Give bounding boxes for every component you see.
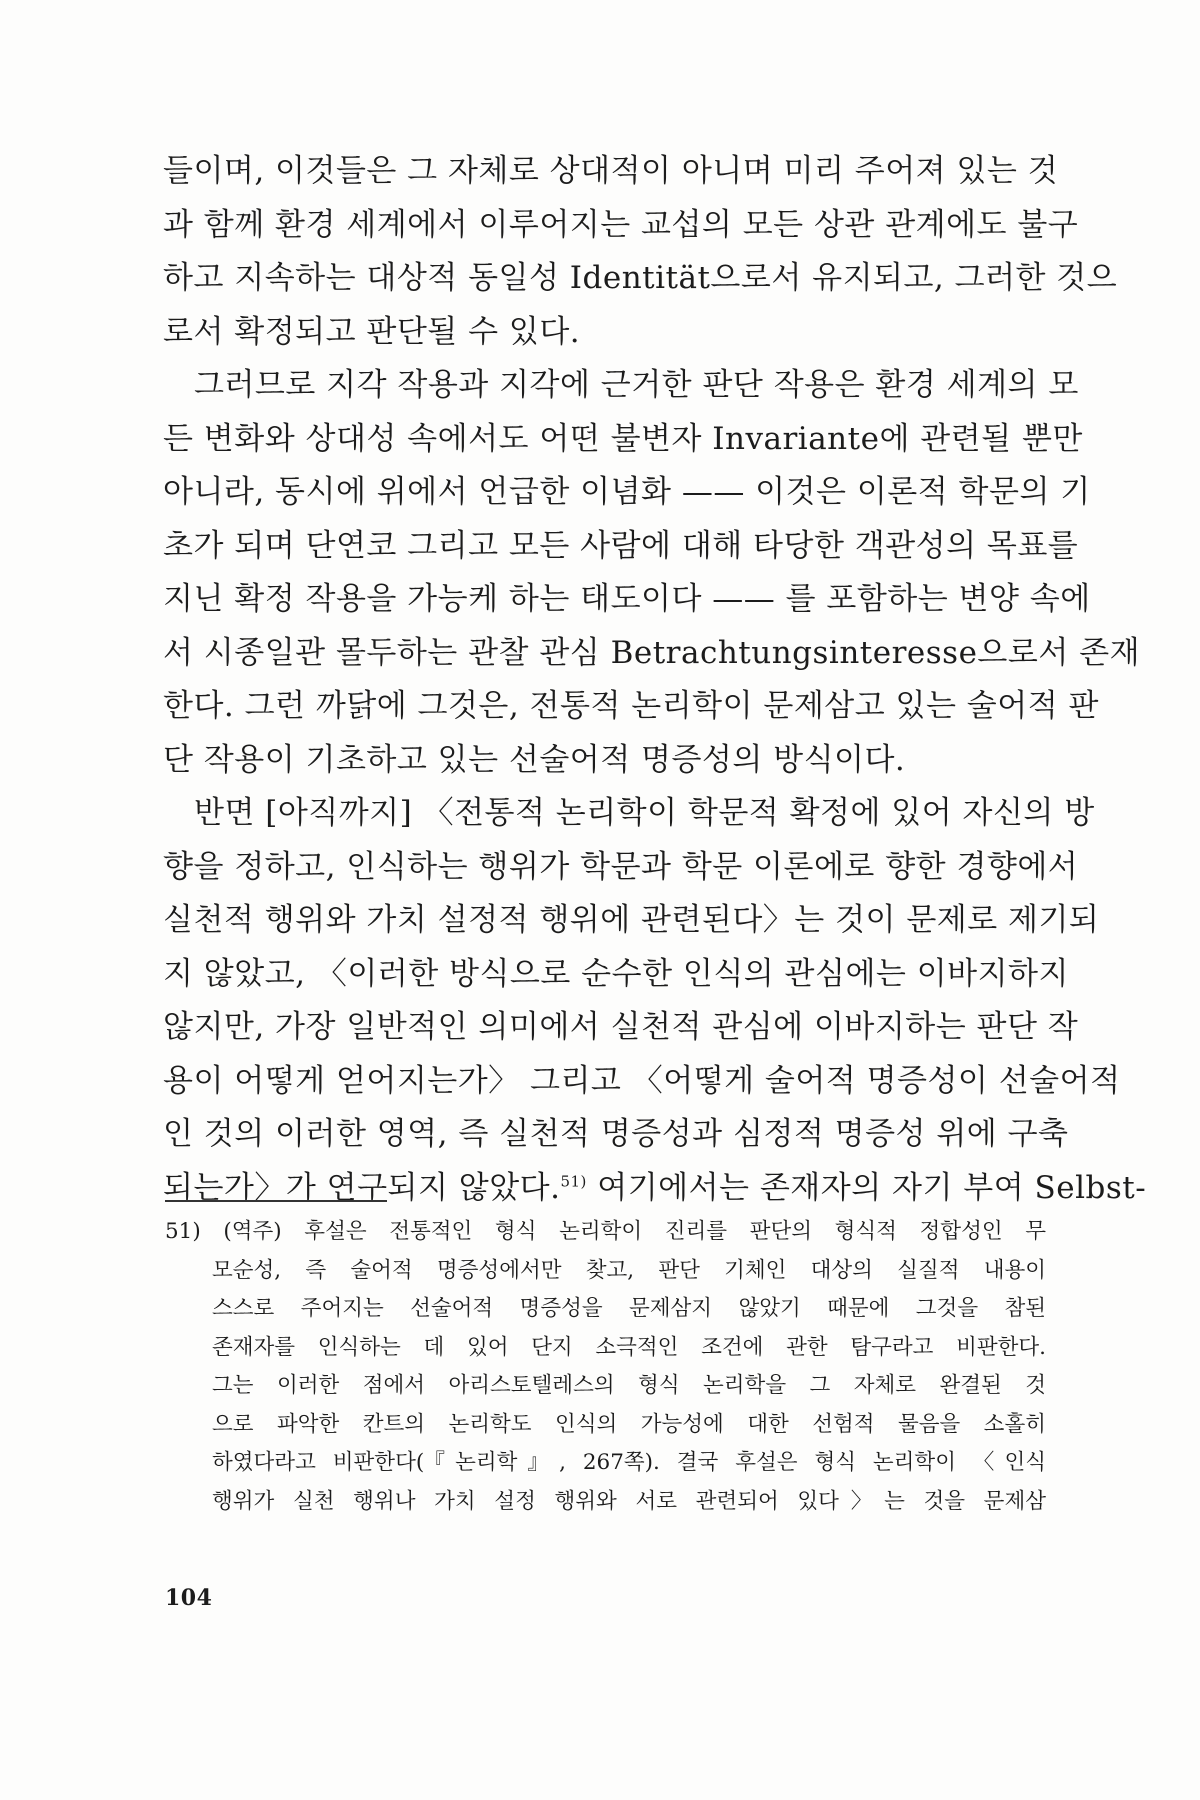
text-line: 실천적 행위와 가치 설정적 행위에 관련된다〉는 것이 문제로 제기되 xyxy=(163,902,1100,938)
footnote-label: 51) xyxy=(165,1219,201,1244)
text-line: 한다. 그런 까닭에 그것은, 전통적 논리학이 문제삼고 있는 술어적 판 xyxy=(163,688,1099,724)
footnote-text: (역주) 후설은 전통적인 형식 논리학이 진리를 판단의 형식적 정합성인 무 xyxy=(223,1219,1046,1244)
footnote-line: 그는 이러한 점에서 아리스토텔레스의 형식 논리학을 그 자체로 완결된 것 xyxy=(212,1373,1046,1398)
footnote-line: 으로 파악한 칸트의 논리학도 인식의 가능성에 대한 선험적 물음을 소홀히 xyxy=(212,1411,1046,1437)
footnote-line xyxy=(165,1213,1046,1252)
footnote-line: 존재자를 인식하는 데 있어 단지 소극적인 조건에 관한 탐구라고 비판한다. xyxy=(212,1334,1046,1360)
text-line: 지 않았고, 〈이러한 방식으로 순수한 인식의 관심에는 이바지하지 xyxy=(163,955,1069,992)
text-line: 초가 되며 단연코 그리고 모든 사람에 대해 타당한 객관성의 목표를 xyxy=(163,527,1079,564)
footnote-line: 모순성, 즉 술어적 명증성에서만 찾고, 판단 기체인 대상의 실질적 내용이 xyxy=(212,1257,1046,1283)
text-line: 않지만, 가장 일반적인 의미에서 실천적 관심에 이바지하는 판단 작 xyxy=(163,1009,1079,1045)
text-line: 인 것의 이러한 영역, 즉 실천적 명증성과 심정적 명증성 위에 구축 xyxy=(163,1116,1069,1152)
footnote-divider xyxy=(165,1200,387,1202)
text-line xyxy=(163,1162,1147,1216)
main-text xyxy=(163,145,1147,1215)
text-line: 들이며, 이것들은 그 자체로 상대적이 아니며 미리 주어져 있는 것 xyxy=(163,153,1059,189)
text-line: 지닌 확정 작용을 가능케 하는 태도이다 —— 를 포함하는 변양 속에 xyxy=(163,581,1091,617)
text-line: 과 함께 환경 세계에서 이루어지는 교섭의 모든 상관 관계에도 불구 xyxy=(163,206,1079,243)
footnote-line: 하였다라고 비판한다(『논리학』, 267쪽). 결국 후설은 형식 논리학이 〈인식 xyxy=(212,1450,1046,1475)
footnote-line: 행위가 실천 행위나 가치 설정 행위와 서로 관련되어 있다〉는 것을 문제삼 xyxy=(212,1488,1046,1514)
text-line: 단 작용이 기초하고 있는 선술어적 명증성의 방식이다. xyxy=(163,741,906,778)
text-line: 하고 지속하는 대상적 동일성 Identität으로서 유지되고, 그러한 것으 xyxy=(163,260,1118,296)
footnote-line: 스스로 주어지는 선술어적 명증성을 문제삼지 않았기 때문에 그것을 참된 xyxy=(212,1296,1046,1321)
footnote xyxy=(165,1213,1046,1521)
text-line: 로서 확정되고 판단될 수 있다. xyxy=(163,313,581,350)
text-segment: 되는가〉가 연구되지 않았다. xyxy=(163,1169,561,1206)
text-line: 용이 어떻게 얻어지는가〉 그리고 〈어떻게 술어적 명증성이 선술어적 xyxy=(163,1062,1121,1099)
text-line: 서 시종일관 몰두하는 관찰 관심 Betrachtungsinteresse으로서 존재 xyxy=(163,634,1141,671)
text-segment: 여기에서는 존재자의 자기 부여 Selbst- xyxy=(586,1169,1147,1206)
text-line: 그러므로 지각 작용과 지각에 근거한 판단 작용은 환경 세계의 모 xyxy=(194,367,1079,403)
page-number: 104 xyxy=(165,1585,213,1611)
footnote-reference: 51) xyxy=(560,1172,587,1191)
text-line: 반면 [아직까지] 〈전통적 논리학이 학문적 확정에 있어 자신의 방 xyxy=(194,795,1095,831)
text-line: 향을 정하고, 인식하는 행위가 학문과 학문 이론에로 향한 경향에서 xyxy=(163,848,1079,885)
text-line: 아니라, 동시에 위에서 언급한 이념화 —— 이것은 이론적 학문의 기 xyxy=(163,474,1091,510)
text-line: 든 변화와 상대성 속에서도 어떤 불변자 Invariante에 관련될 뿐만 xyxy=(163,420,1083,457)
